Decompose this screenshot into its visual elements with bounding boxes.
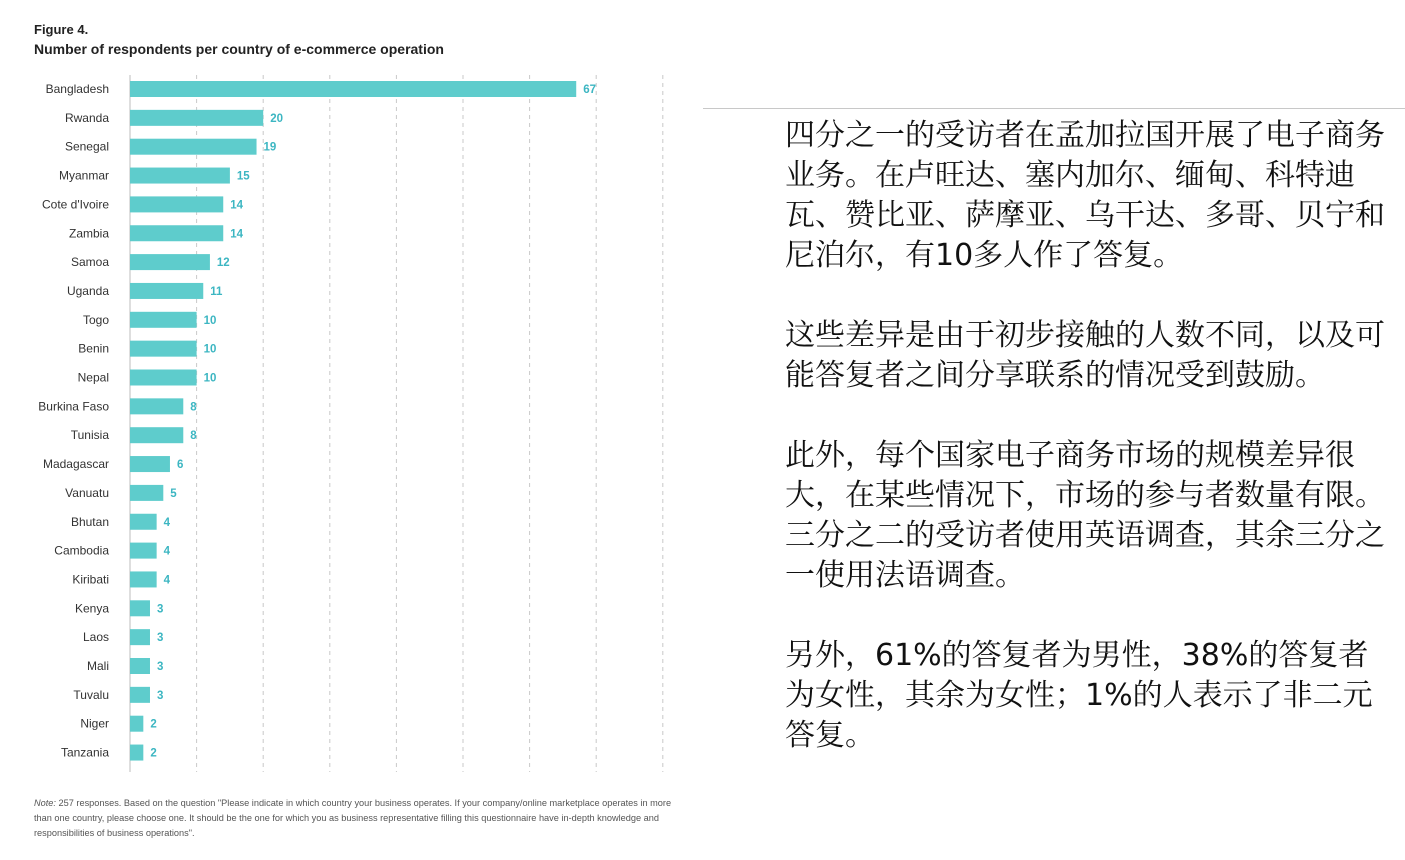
category-label: Zambia [68, 226, 109, 241]
value-label: 3 [156, 632, 164, 645]
bar [130, 571, 157, 587]
chart-bars [38, 81, 596, 761]
bar [130, 398, 183, 414]
figure-title: Number of respondents per country of e-commerce operation [34, 41, 444, 57]
bar [130, 370, 197, 386]
category-label: Rwanda [64, 110, 109, 125]
paragraph-3: 此外，每个国家电子商务市场的规模差异很大，在某些情况下，市场的参与者数量有限。三分之二的受访者使用英语调查，其余三分之一使用法语调查。 [785, 438, 1385, 593]
category-label: Togo [82, 312, 109, 327]
category-label: Tuvalu [73, 687, 109, 702]
bar [130, 196, 223, 212]
value-label: 11 [210, 285, 223, 298]
value-label: 5 [170, 487, 177, 500]
paragraph-2: 这些差异是由于初步接触的人数不同，以及可能答复者之间分享联系的情况受到鼓励。 [785, 318, 1385, 393]
bar [130, 225, 223, 241]
bar [130, 254, 210, 270]
text-panel [785, 116, 1397, 796]
category-label: Kiribati [72, 572, 109, 587]
value-label: 15 [236, 170, 250, 183]
value-label: 3 [156, 689, 164, 702]
bar [130, 139, 257, 155]
bar [130, 81, 576, 97]
value-label: 2 [150, 718, 157, 731]
value-label: 6 [176, 459, 184, 472]
category-label: Samoa [70, 255, 109, 270]
value-label: 10 [203, 314, 217, 327]
category-label: Burkina Faso [38, 399, 109, 414]
bar [130, 485, 163, 501]
paragraph-4: 另外，61%的答复者为男性，38%的答复者为女性，其余为女性；1%的人表示了非二元答复。 [785, 638, 1373, 753]
category-label: Bhutan [70, 514, 109, 529]
value-label: 12 [216, 257, 230, 270]
category-label: Uganda [66, 283, 109, 298]
note-text: 257 responses. Based on the question "Please indicate in which country your business operates. If your company/online marketplace operates in more than one country, please choose one. It should be the one for which you as business representative filling this questionnaire have in-depth knowledge and responsibilities of business operations". [34, 798, 672, 838]
divider [703, 108, 1405, 109]
category-label: Vanuatu [65, 485, 109, 500]
category-label: Tunisia [70, 428, 109, 443]
figure-label: Figure 4. [34, 22, 89, 37]
category-label: Mali [86, 659, 109, 673]
bar [130, 687, 150, 703]
bar [130, 543, 157, 559]
bar [130, 456, 170, 472]
value-label: 2 [150, 747, 157, 760]
category-label: Nepal [77, 370, 109, 385]
bar [130, 341, 197, 357]
value-label: 4 [163, 545, 171, 558]
value-label: 8 [190, 430, 197, 443]
category-label: Myanmar [58, 168, 109, 183]
bar [130, 168, 230, 184]
category-label: Bangladesh [45, 82, 109, 96]
value-label: 4 [163, 574, 171, 587]
bar [130, 716, 143, 732]
bar [130, 514, 157, 530]
category-label: Senegal [64, 139, 109, 154]
category-label: Madagascar [42, 457, 109, 472]
category-label: Tanzania [60, 745, 109, 760]
value-label: 20 [270, 112, 283, 125]
value-label: 14 [230, 228, 244, 241]
value-label: 19 [263, 141, 277, 154]
bar [130, 600, 150, 616]
value-label: 10 [203, 343, 217, 356]
bar [130, 745, 143, 761]
value-label: 3 [156, 603, 164, 616]
value-label: 4 [163, 516, 171, 529]
value-label: 10 [203, 372, 217, 385]
note-label: Note: [34, 798, 56, 808]
bar [130, 110, 263, 126]
value-label: 3 [156, 661, 164, 673]
category-label: Kenya [74, 601, 109, 616]
bar [130, 658, 150, 674]
value-label: 67 [583, 84, 597, 96]
category-label: Benin [78, 341, 109, 356]
bar-chart [0, 0, 700, 790]
value-label: 8 [190, 401, 197, 414]
category-label: Laos [82, 630, 109, 645]
bar [130, 629, 150, 645]
paragraph-1: 四分之一的受访者在孟加拉国开展了电子商务业务。在卢旺达、塞内加尔、缅甸、科特迪瓦、赞比亚、萨摩亚、乌干达、多哥、贝宁和尼泊尔，有10多人作了答复。 [785, 118, 1385, 273]
category-label: Niger [80, 716, 109, 731]
bar [130, 427, 183, 443]
value-label: 14 [230, 199, 244, 212]
category-label: Cambodia [54, 543, 109, 558]
bar [130, 283, 203, 299]
category-label: Cote d'Ivoire [42, 197, 109, 212]
chart-note [34, 796, 679, 841]
bar [130, 312, 197, 328]
